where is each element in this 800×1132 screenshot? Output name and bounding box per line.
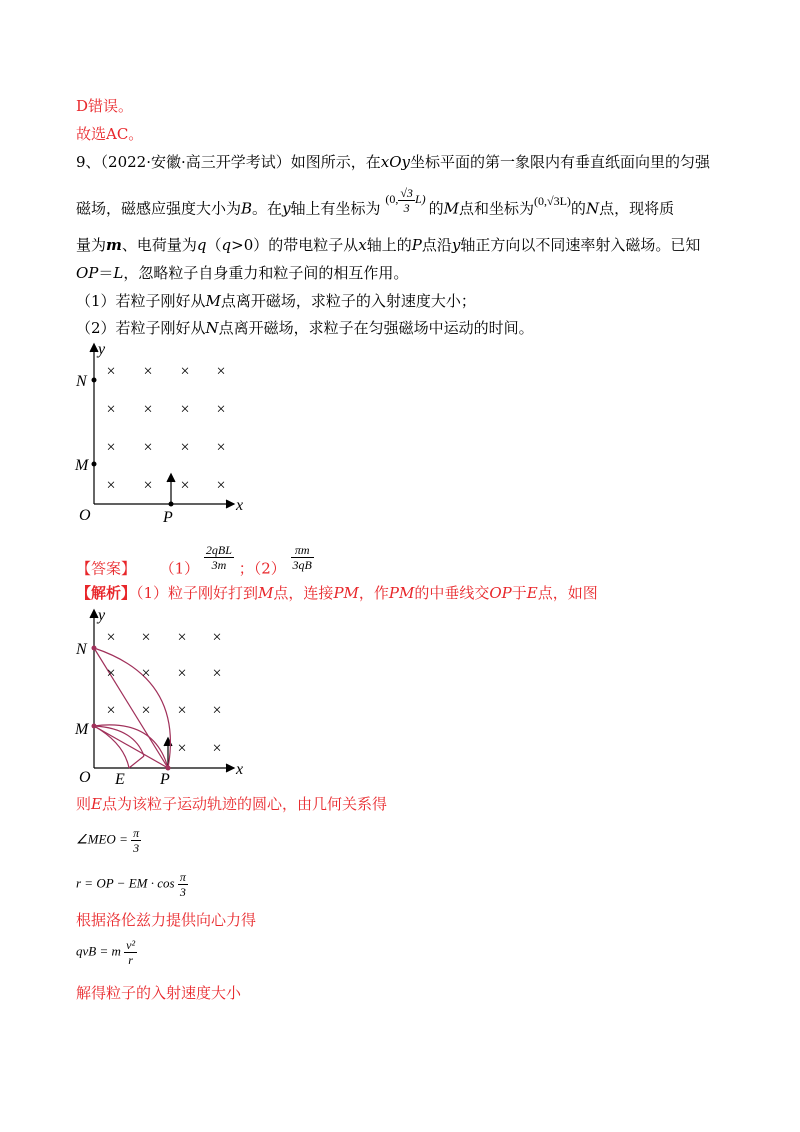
equation-radius: r = OP − EM · cos $\frac{\pi}{3}$: [76, 870, 186, 899]
axis-label-x: x: [236, 497, 244, 514]
cross-mark: ×: [216, 477, 226, 494]
cross-mark: ×: [177, 665, 187, 682]
point-label-n: N: [76, 373, 87, 390]
origin-label: O: [79, 769, 91, 786]
cross-mark: ×: [141, 702, 151, 719]
cross-mark: ×: [106, 439, 116, 456]
coord-n: (0,√3L): [534, 194, 571, 209]
subquestion-2: （2）若粒子刚好从N点离开磁场，求粒子在匀强磁场中运动的时间。: [76, 319, 534, 337]
cross-mark: ×: [106, 702, 116, 719]
cross-mark: ×: [177, 629, 187, 646]
equation-angle: ∠MEO = $\frac{\pi}{3}$: [76, 826, 140, 855]
subquestion-1: （1）若粒子刚好从M点离开磁场，求粒子的入射速度大小；: [76, 292, 476, 310]
answer-line: 【答案】 （1） $\frac{\text{2qBL}}{3m}$ ；（2） $\frac{\pi m}{3qB}$: [76, 543, 312, 578]
cross-mark: ×: [143, 363, 153, 380]
point-label-p: P: [163, 509, 173, 522]
figure-1: [74, 342, 254, 522]
d-wrong-line: D错误。: [76, 97, 134, 115]
cross-mark: ×: [106, 477, 116, 494]
cross-mark: ×: [141, 629, 151, 646]
cross-mark: ×: [212, 740, 222, 757]
cross-mark: ×: [177, 702, 187, 719]
point-label-m: M: [75, 721, 89, 738]
cross-mark: ×: [216, 401, 226, 418]
point-label-n: N: [76, 641, 87, 658]
coord-m: (0, √3 3 L): [385, 186, 426, 215]
figure-2: [74, 608, 254, 788]
solve-line: 解得粒子的入射速度大小: [76, 984, 242, 1002]
origin-label: O: [79, 507, 91, 522]
cross-mark: ×: [106, 401, 116, 418]
equation-lorentz: qvB = m $\frac{\text{v²}}{r}$: [76, 938, 136, 967]
point-label-m: M: [75, 457, 89, 474]
axis-label-y: y: [98, 342, 106, 358]
cross-mark: ×: [143, 477, 153, 494]
cross-mark: ×: [141, 665, 151, 682]
cross-mark: ×: [216, 363, 226, 380]
answer-tag: 【答案】: [76, 559, 137, 578]
cross-mark: ×: [180, 401, 190, 418]
question-line-1: 9、（2022·安徽·高三开学考试）如图所示，在xOy坐标平面的第一象限内有垂直纸面向里的匀强: [76, 153, 711, 171]
point-label-p: P: [160, 771, 170, 788]
center-line: 则E点为该粒子运动轨迹的圆心，由几何关系得: [76, 795, 387, 813]
choose-line: 故选AC。: [76, 125, 144, 143]
point-label-e: E: [115, 771, 125, 788]
cross-mark: ×: [212, 629, 222, 646]
analysis-tag: 【解析】: [76, 584, 137, 602]
cross-mark: ×: [106, 629, 116, 646]
question-line-3: 量为m、电荷量为q（q>0）的带电粒子从x轴上的P点沿y轴正方向以不同速率射入磁场。已知: [76, 236, 701, 254]
question-line-2: 磁场，磁感应强度大小为B。在y轴上有坐标为 $^{(0, \frac{√3}{3} L)}$ 的M点和坐标为$^{(0,√3L)}$的N点，现将质: [76, 186, 675, 218]
cross-mark: ×: [143, 401, 153, 418]
cross-mark: ×: [212, 665, 222, 682]
question-line-4: OP＝L，忽略粒子自身重力和粒子间的相互作用。: [76, 264, 409, 282]
cross-mark: ×: [143, 439, 153, 456]
cross-mark: ×: [106, 363, 116, 380]
axis-label-y: y: [98, 608, 106, 624]
lorentz-line: 根据洛伦兹力提供向心力得: [76, 911, 257, 929]
axis-label-x: x: [236, 761, 244, 778]
cross-mark: ×: [106, 665, 116, 682]
cross-mark: ×: [180, 477, 190, 494]
cross-mark: ×: [216, 439, 226, 456]
analysis-line: 【解析】（1）粒子刚好打到M点，连接PM，作PM的中垂线交OP于E点，如图: [76, 584, 598, 602]
cross-mark: ×: [177, 740, 187, 757]
cross-mark: ×: [180, 439, 190, 456]
cross-mark: ×: [212, 702, 222, 719]
cross-mark: ×: [180, 363, 190, 380]
